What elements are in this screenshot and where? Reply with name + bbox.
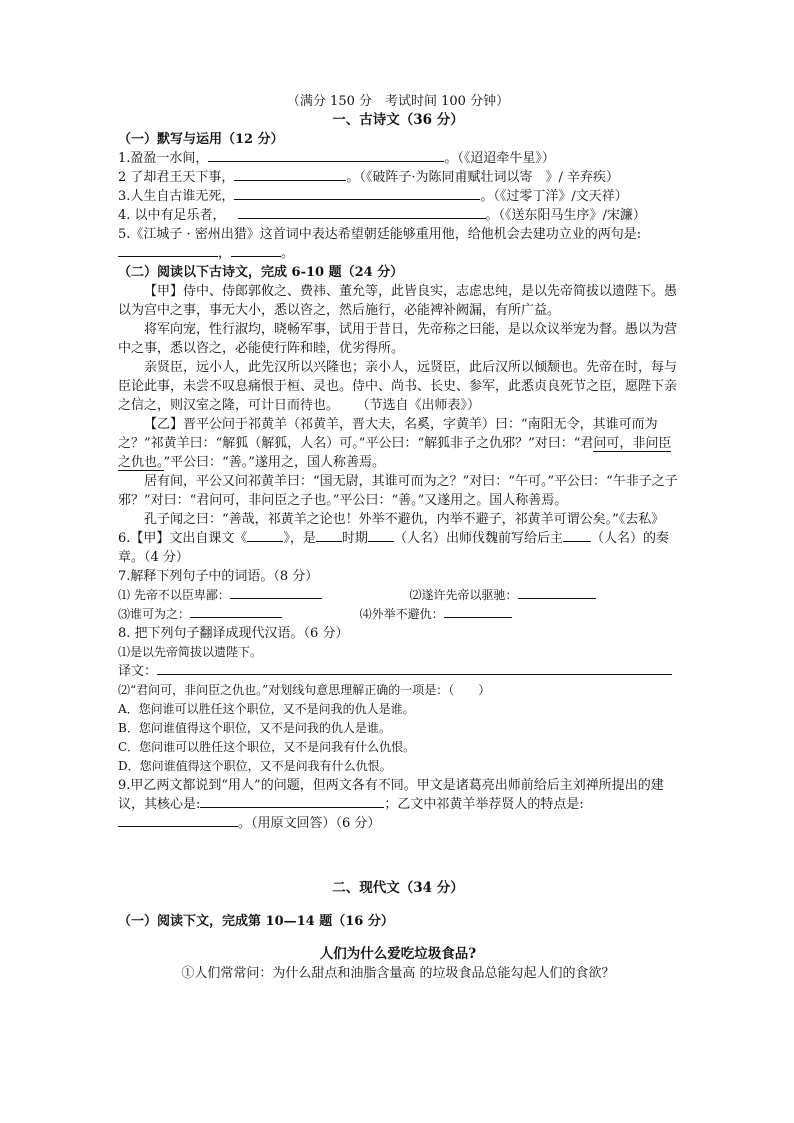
section1-title: （一）默写与运用（12 分） [118,132,284,147]
underlined-sentence: 问可，非问臣之仇也。 [118,436,672,470]
answer-blank[interactable] [230,586,322,599]
answer-blank[interactable] [444,605,512,618]
section2-title: （二）阅读以下古诗文，完成 6-10 题（24 分） [118,265,404,280]
part2-subtitle: （一）阅读下文，完成第 10—14 题（16 分） [118,914,394,929]
option-b[interactable]: B．您问谁值得这个职位，又不是问我的仇人是谁。 [118,721,391,735]
part1-title: 一、古诗文（36 分） [332,112,464,128]
answer-blank[interactable] [368,529,394,542]
question-7: 7.解释下列句子中的词语。（8 分） [118,569,319,584]
answer-blank[interactable] [200,795,384,808]
question-5: 5.《江城子 · 密州出猎》这首词中表达希望朝廷能够重用他，给他机会去建功立业的两句是: ， 。 [118,227,642,261]
question-2: 2 了却君王天下事， 。（《破阵子·为陈同甫赋壮词以寄 》/ 辛弃疾） [118,170,620,185]
answer-blank[interactable] [118,244,218,257]
question-8: 8. 把下列句子翻译成现代汉语。（6 分） [118,626,349,641]
question-6: 6.【甲】文出自课文《 》，是 时期 （人名）出师伐魏前写给后主 （人名）的奏章。（4 分） [118,531,669,565]
article-title: 人们为什么爱吃垃圾食品? [319,946,477,962]
answer-blank[interactable] [518,586,596,599]
option-d[interactable]: D．您问谁值得这个职位，又不是问我有什么仇恨。 [118,759,392,773]
question-9: 9.甲乙两文都说到“用人”的问题，但两文各有不同。甲文是诸葛亮出师前给后主刘禅所提出的建议，其核心是: ；乙文中祁黄羊举荐贤人的特点是: 。（用原文回答）（6 分） [118,778,664,831]
option-a[interactable]: A．您问谁可以胜任这个职位，又不是问我的仇人是谁。 [118,702,415,716]
question-8-translation: 译文： [118,662,678,681]
answer-blank[interactable] [234,187,480,200]
passage-jia-p2: 将军向宠，性行淑均，晓畅军事，试用于昔日，先帝称之曰能，是以众议举宠为督。愚以为营中之事，悉以咨之，必能使行阵和睦，优劣得所。 [118,322,678,356]
part2-title: 二、现代文（34 分） [332,880,464,896]
passage-jia-p3: 亲贤臣，远小人，此先汉所以兴隆也；亲小人，远贤臣，此后汉所以倾颓也。先帝在时，每与臣论此事，未尝不叹息痛恨于桓、灵也。侍中、尚书、长史、参军，此悉贞良死节之臣，愿陛下亲之信之，则汉室之隆，可计日而待也。 （节选自《出师表》） [118,360,678,413]
question-4: 4. 以中有足乐者， 。（《送东阳马生序》/宋濂） [118,208,646,223]
answer-blank[interactable] [563,529,591,542]
question-7-row1: ⑴ 先帝不以臣卑鄙： ⑵遂许先帝以驱驰： [118,586,678,605]
passage-yi-p2: 居有间，平公又问祁黄羊曰：“国无尉，其谁可而为之？”对曰：“午可。”平公曰：“午非子之子邪？”对曰：“君问可，非问臣之子也。”平公曰：“善。”又遂用之。国人称善焉。 [118,474,678,508]
passage-yi-p1: 【乙】晋平公问于祁黄羊（祁黄羊，晋大夫，名奚，字黄羊）曰：“南阳无令，其谁可而为之？”祁黄羊曰：“解狐（解狐，人名）可。”平公曰：“解狐非子之仇邪？”对曰：“君问可，非问臣之仇也。”平公曰：“善。”遂用之，国人称善焉。 [118,417,672,470]
option-c[interactable]: C．您问谁可以胜任这个职位，又不是问我有什么仇恨。 [118,740,416,754]
answer-blank[interactable] [234,168,346,181]
score-time-line: （满分 150 分 考试时间 100 分钟） [286,94,510,109]
answer-blank[interactable] [247,529,283,542]
question-1: 1.盈盈一水间， 。（《迢迢牵牛星》） [118,151,555,166]
answer-blank[interactable] [316,529,342,542]
exam-page [118,92,678,983]
passage-yi-p3: 孔子闻之曰：“善哉，祁黄羊之论也！外举不避仇，内举不避子，祁黄羊可谓公矣。”《去私》 [144,512,665,527]
question-8-1: ⑴是以先帝简拔以遗陛下。 [118,645,263,659]
article-paragraph-1: ①人们常常问：为什么甜点和油脂含量高 的垃圾食品总能勾起人们的食欲？ [181,966,615,981]
answer-blank[interactable] [231,244,281,257]
question-7-row2: ⑶谁可为之： ⑷外举不避仇： [118,605,678,624]
passage-jia-p1: 【甲】侍中、侍郎郭攸之、费祎、董允等，此皆良实，志虑忠纯，是以先帝简拔以遗陛下。愚以为宫中之事，事无大小，悉以咨之，然后施行，必能裨补阙漏，有所广益。 [118,284,678,318]
answer-blank[interactable] [238,206,486,219]
answer-blank[interactable] [208,149,444,162]
question-8-2: ⑵“君问可，非问臣之仇也。”对划线句意思理解正确的一项是：（ ） [118,683,491,697]
answer-blank[interactable] [190,605,282,618]
question-3: 3.人生自古谁无死， 。（《过零丁洋》/文天祥） [118,189,628,204]
answer-blank[interactable] [118,814,238,827]
answer-blank[interactable] [157,662,672,675]
